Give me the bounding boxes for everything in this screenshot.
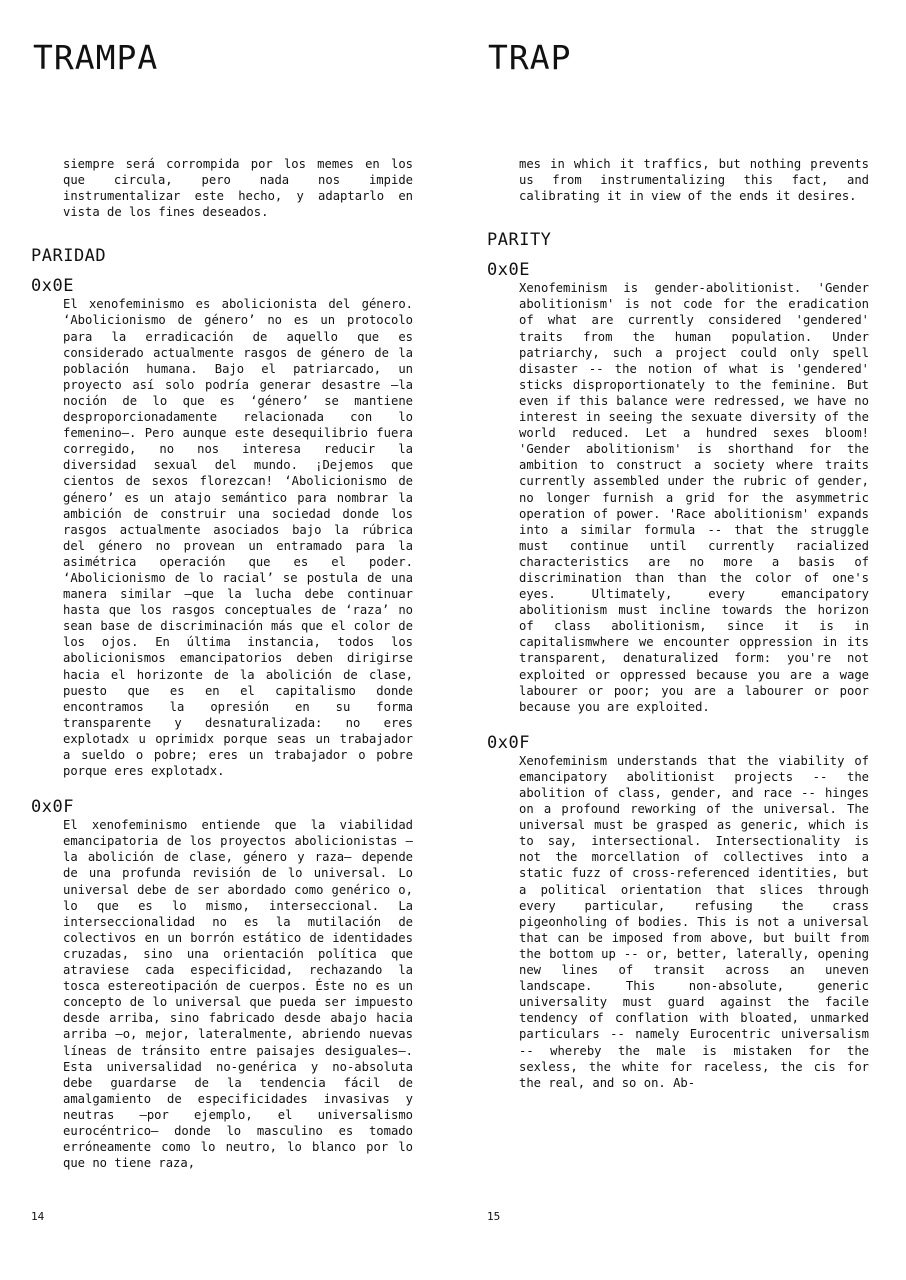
right-thesis-0x0F (487, 733, 871, 1091)
right-page-column (487, 156, 871, 1091)
right-thesis-text: Xenofeminism is gender-abolitionist. 'Gender abolitionism' is not code for the eradication of what are currently considered 'gendered' traits from the human population. Under patriarchy, such a project could only spell disaster -- the notion of what is 'gendered' sticks disproportionately to the feminine. But even if this balance were redressed, we have no interest in seeing the sexuate diversity of the world reduced. Let a hundred sexes bloom! 'Gender abolitionism' is shorthand for the ambition to construct a society where traits currently assembled under the rubric of gender, no longer furnish a grid for the asymmetric operation of power. 'Race abolitionism' expands into a similar formula -- that the struggle must continue until currently racialized characteristics are no more a basis of discrimination than than the color of one's eyes. Ultimately, every emancipatory abolitionism must incline towards the horizon of class abolitionism, since it is in capitalismwhere we encounter oppression in its transparent, denaturalized form: you're not exploited or oppressed because you are a wage labourer or poor; you are a labourer or poor because you are exploited. (519, 281, 869, 714)
right-page-number: 15 (487, 1210, 501, 1223)
right-intro-paragraph: mes in which it traffics, but nothing prevents us from instrumentalizing this fact, and calibrating it in view of the ends it desires. (519, 157, 869, 204)
left-thesis-text: El xenofeminismo es abolicionista del género. ‘Abolicionismo de género’ no es un protocolo para la erradicación de aquello que es considerado actualmente rasgos de género de la población humana. Bajo el patriarcado, un proyecto así solo podría generar desastre —la noción de lo que es ‘género’ se mantiene desproporcionadamente relacionada con lo femenino—. Pero aunque este desequilibrio fuera corregido, no nos interesa reducir la diversidad sexual del mundo. ¡Dejemos que cientos de sexos florezcan! ‘Abolicionismo de género’ es un atajo semántico para nombrar la ambición de construir una sociedad donde los rasgos actualmente asociados bajo la rúbrica del género no provean un entramado para la asimétrica operación que es el poder. ‘Abolicionismo de lo racial’ se postula de una manera similar —que la lucha debe continuar hasta que los rasgos conceptuales de ‘raza’ no sean base de discriminación más que el color de los ojos. En última instancia, todos los abolicionismos emancipatorios deben dirigirse hacia el horizonte de la abolición de clase, puesto que es en el capitalismo donde encontramos la opresión en su forma transparente y desnaturalizada: no eres explotadx u oprimidx porque seas un trabajador a sueldo o pobre; eres un trabajador o pobre porque eres explotadx. (63, 297, 413, 779)
right-thesis-number: 0x0F (487, 732, 530, 753)
left-page-column (31, 156, 415, 1171)
left-thesis-number: 0x0E (31, 276, 74, 297)
right-section-heading: PARITY (487, 230, 552, 251)
left-thesis-0x0E (31, 276, 415, 779)
left-page-number: 14 (31, 1210, 45, 1223)
right-page-title: TRAP (488, 38, 572, 77)
left-thesis-0x0F (31, 797, 415, 1171)
right-thesis-number: 0x0E (487, 260, 530, 281)
right-thesis-text: Xenofeminism understands that the viability of emancipatory abolitionist projects -- the abolition of class, gender, and race -- hinges on a profound reworking of the universal. The universal must be grasped as generic, which is to say, intersectional. Intersectionality is not the morcellation of collectives into a static fuzz of cross-referenced identities, but a political orientation that slices through every particular, refusing the crass pigeonholing of bodies. This is not a universal that can be imposed from above, but built from the bottom up -- or, better, laterally, opening new lines of transit across an uneven landscape. This non-absolute, generic universality must guard against the facile tendency of conflation with bloated, unmarked particulars -- namely Eurocentric universalism -- whereby the male is mistaken for the sexless, the white for raceless, the cis for the real, and so on. Ab- (519, 753, 869, 1090)
right-thesis-0x0E (487, 260, 871, 715)
left-section-heading: PARIDAD (31, 246, 107, 267)
left-thesis-text: El xenofeminismo entiende que la viabilidad emancipatoria de los proyectos abolicionistas —la abolición de clase, género y raza— depende de una profunda revisión de lo universal. Lo universal debe de ser abordado como genérico o, lo que es lo mismo, interseccional. La interseccionalidad no es la mutilación de colectivos en un borrón estático de identidades cruzadas, sino una orientación política que atraviese cada especificidad, rechazando la tosca estereotipación de cuerpos. Éste no es un concepto de lo universal que pueda ser impuesto desde arriba, sino fabricado desde abajo hacia arriba —o, mejor, lateralmente, abriendo nuevas líneas de tránsito entre paisajes desiguales—. Esta universalidad no-genérica y no-absoluta debe guardarse de la tendencia fácil de amalgamiento de especificidades invasivas y neutras —por ejemplo, el universalismo eurocéntrico— donde lo masculino es tomado erróneamente como lo neutro, lo blanco por lo que no tiene raza, (63, 818, 413, 1171)
left-intro-paragraph: siempre será corrompida por los memes en los que circula, pero nada nos impide instrumentalizar este hecho, y adaptarlo en vista de los fines deseados. (63, 157, 413, 220)
left-thesis-number: 0x0F (31, 797, 74, 818)
left-page-title: TRAMPA (33, 38, 159, 77)
